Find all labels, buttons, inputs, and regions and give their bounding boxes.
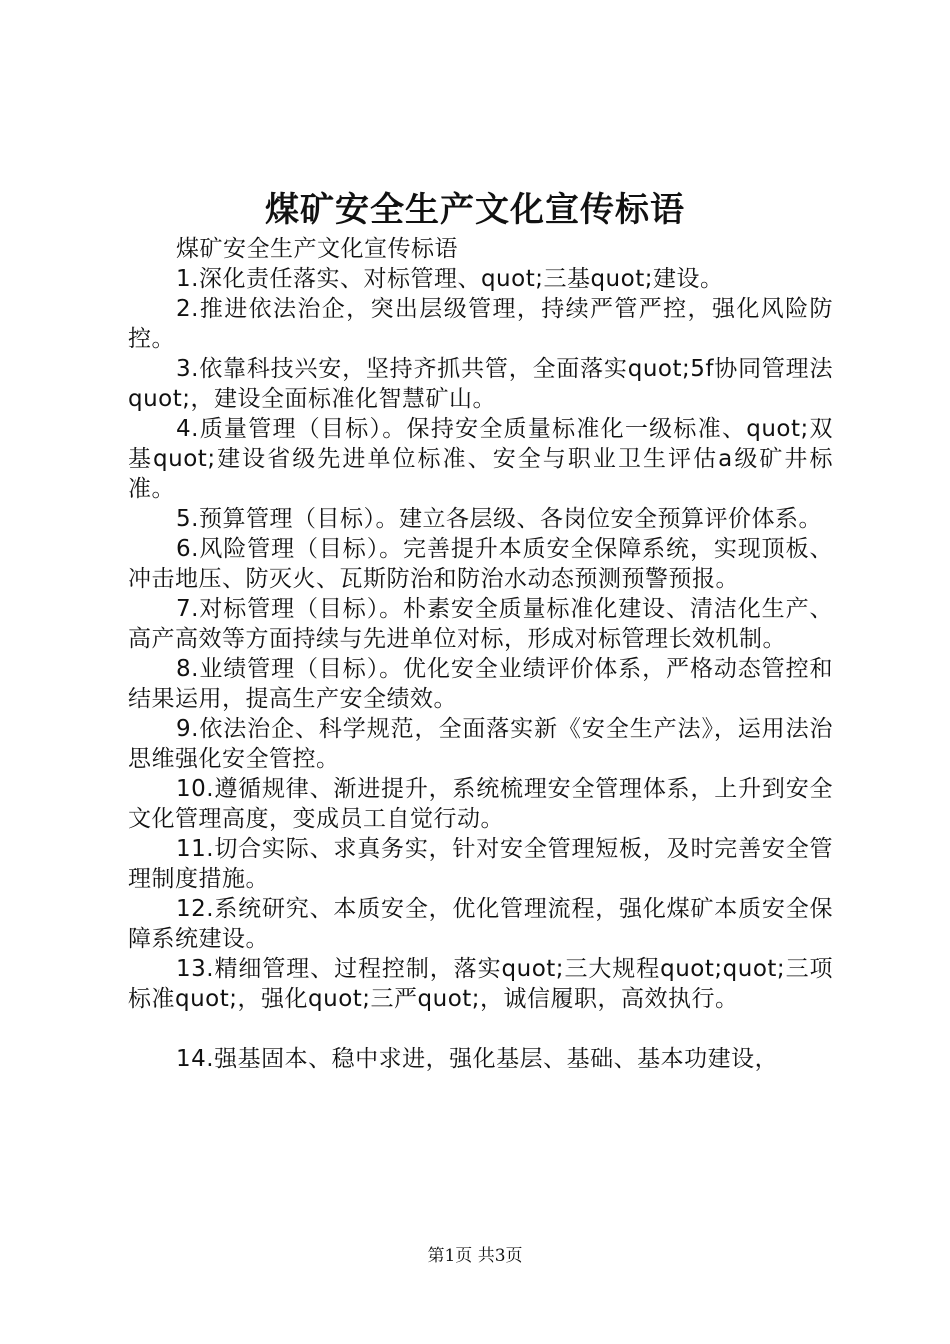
paragraph-10: 10.遵循规律、渐进提升，系统梳理安全管理体系，上升到安全文化管理高度，变成员工自觉行动。 bbox=[128, 776, 833, 832]
paragraph-1: 1.深化责任落实、对标管理、quot;三基quot;建设。 bbox=[176, 266, 724, 292]
paragraph-13: 13.精细管理、过程控制，落实quot;三大规程quot;quot;三项标准quot;，强化quot;三严quot;，诚信履职，高效执行。 bbox=[128, 956, 833, 1012]
paragraph-5: 5.预算管理（目标）。建立各层级、各岗位安全预算评价体系。 bbox=[176, 506, 822, 532]
paragraph-14: 14.强基固本、稳中求进，强化基层、基础、基本功建设， bbox=[176, 1046, 779, 1072]
page-indicator: 第1页 共3页 bbox=[427, 1246, 523, 1266]
document-title: 煤矿安全生产文化宣传标语 bbox=[265, 190, 685, 230]
paragraph-4: 4.质量管理（目标）。保持安全质量标准化一级标准、quot;双基quot;建设省级先进单位标准、安全与职业卫生评估a级矿井标准。 bbox=[128, 416, 833, 502]
paragraph-12: 12.系统研究、本质安全，优化管理流程，强化煤矿本质安全保障系统建设。 bbox=[128, 896, 833, 952]
paragraph-3: 3.依靠科技兴安，坚持齐抓共管，全面落实quot;5f协同管理法quot;，建设全面标准化智慧矿山。 bbox=[128, 356, 833, 412]
paragraph-8: 8.业绩管理（目标）。优化安全业绩评价体系，严格动态管控和结果运用，提高生产安全绩效。 bbox=[128, 656, 833, 712]
paragraph-6: 6.风险管理（目标）。完善提升本质安全保障系统，实现顶板、冲击地压、防灭火、瓦斯防治和防治水动态预测预警预报。 bbox=[128, 536, 833, 592]
subtitle-line: 煤矿安全生产文化宣传标语 bbox=[176, 236, 458, 262]
paragraph-7: 7.对标管理（目标）。朴素安全质量标准化建设、清洁化生产、高产高效等方面持续与先进单位对标，形成对标管理长效机制。 bbox=[128, 596, 833, 652]
paragraph-11: 11.切合实际、求真务实，针对安全管理短板，及时完善安全管理制度措施。 bbox=[128, 836, 833, 892]
paragraph-2: 2.推进依法治企，突出层级管理，持续严管严控，强化风险防控。 bbox=[128, 296, 833, 352]
document-body bbox=[128, 234, 833, 1074]
paragraph-9: 9.依法治企、科学规范，全面落实新《安全生产法》，运用法治思维强化安全管控。 bbox=[128, 716, 833, 772]
